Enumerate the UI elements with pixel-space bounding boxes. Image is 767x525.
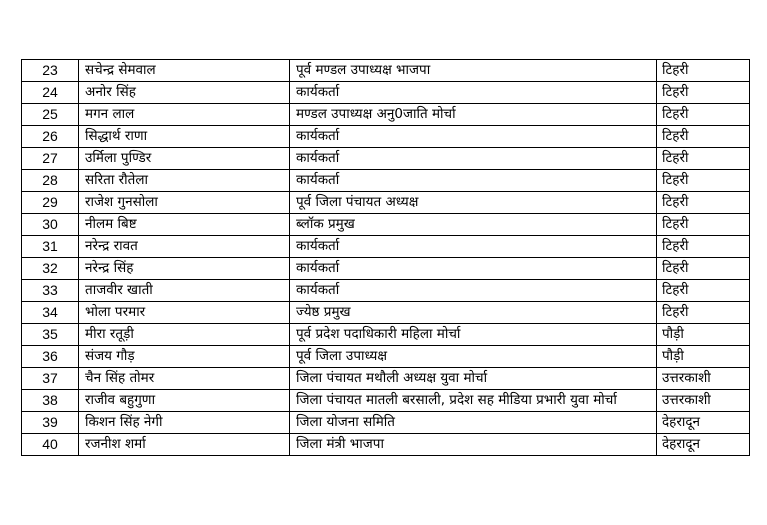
table-row [22, 192, 750, 214]
table-row [22, 60, 750, 82]
member-post: पूर्व प्रदेश पदाधिकारी महिला मोर्चा [290, 324, 657, 346]
member-post: पूर्व जिला उपाध्यक्ष [290, 346, 657, 368]
member-name: नीलम बिष्ट [79, 214, 290, 236]
member-post: जिला योजना समिति [290, 412, 657, 434]
member-name: मीरा रतूड़ी [79, 324, 290, 346]
row-number: 39 [22, 412, 79, 434]
member-district: टिहरी [657, 82, 750, 104]
row-number: 26 [22, 126, 79, 148]
member-post: कार्यकर्ता [290, 82, 657, 104]
member-district: टिहरी [657, 104, 750, 126]
member-post: कार्यकर्ता [290, 236, 657, 258]
table-row [22, 412, 750, 434]
member-district: टिहरी [657, 280, 750, 302]
table-row [22, 104, 750, 126]
member-name: नरेन्द्र सिंह [79, 258, 290, 280]
member-name: किशन सिंह नेगी [79, 412, 290, 434]
member-post: जिला मंत्री भाजपा [290, 434, 657, 456]
member-list-body [22, 60, 750, 456]
member-post: कार्यकर्ता [290, 280, 657, 302]
member-district: टिहरी [657, 170, 750, 192]
member-post: पूर्व मण्डल उपाध्यक्ष भाजपा [290, 60, 657, 82]
member-name: चैन सिंह तोमर [79, 368, 290, 390]
row-number: 34 [22, 302, 79, 324]
member-district: पौड़ी [657, 346, 750, 368]
member-post: मण्डल उपाध्यक्ष अनु0जाति मोर्चा [290, 104, 657, 126]
row-number: 32 [22, 258, 79, 280]
table-row [22, 170, 750, 192]
member-post: कार्यकर्ता [290, 170, 657, 192]
table-row [22, 346, 750, 368]
table-row [22, 126, 750, 148]
table-row [22, 236, 750, 258]
member-district: टिहरी [657, 214, 750, 236]
member-district: टिहरी [657, 192, 750, 214]
member-name: सिद्धार्थ राणा [79, 126, 290, 148]
member-post: ब्लॉक प्रमुख [290, 214, 657, 236]
member-name: सरिता रौतेला [79, 170, 290, 192]
row-number: 33 [22, 280, 79, 302]
member-district: पौड़ी [657, 324, 750, 346]
table-row [22, 390, 750, 412]
member-district: उत्तरकाशी [657, 368, 750, 390]
row-number: 37 [22, 368, 79, 390]
row-number: 31 [22, 236, 79, 258]
table-row [22, 258, 750, 280]
row-number: 25 [22, 104, 79, 126]
row-number: 27 [22, 148, 79, 170]
member-name: भोला परमार [79, 302, 290, 324]
member-district: उत्तरकाशी [657, 390, 750, 412]
member-name: नरेन्द्र रावत [79, 236, 290, 258]
table-row [22, 324, 750, 346]
member-name: सचेन्द्र सेमवाल [79, 60, 290, 82]
member-district: टिहरी [657, 302, 750, 324]
row-number: 35 [22, 324, 79, 346]
member-post: जिला पंचायत मथौली अध्यक्ष युवा मोर्चा [290, 368, 657, 390]
table-row [22, 82, 750, 104]
row-number: 30 [22, 214, 79, 236]
row-number: 23 [22, 60, 79, 82]
member-list-table [21, 59, 750, 456]
member-district: टिहरी [657, 258, 750, 280]
member-name: राजीव बहुगुणा [79, 390, 290, 412]
row-number: 38 [22, 390, 79, 412]
row-number: 36 [22, 346, 79, 368]
member-post: कार्यकर्ता [290, 148, 657, 170]
table-row [22, 280, 750, 302]
row-number: 29 [22, 192, 79, 214]
member-name: रजनीश शर्मा [79, 434, 290, 456]
member-district: देहरादून [657, 412, 750, 434]
member-district: टिहरी [657, 60, 750, 82]
member-district: टिहरी [657, 126, 750, 148]
member-post: ज्येष्ठ प्रमुख [290, 302, 657, 324]
table-row [22, 434, 750, 456]
member-post: जिला पंचायत मातली बरसाली, प्रदेश सह मीडिया प्रभारी युवा मोर्चा [290, 390, 657, 412]
table-row [22, 368, 750, 390]
member-district: टिहरी [657, 236, 750, 258]
row-number: 40 [22, 434, 79, 456]
member-district: टिहरी [657, 148, 750, 170]
member-post: कार्यकर्ता [290, 126, 657, 148]
table-row [22, 148, 750, 170]
member-name: राजेश गुनसोला [79, 192, 290, 214]
member-name: मगन लाल [79, 104, 290, 126]
member-name: ताजवीर खाती [79, 280, 290, 302]
member-district: देहरादून [657, 434, 750, 456]
table-row [22, 214, 750, 236]
member-name: संजय गौड़ [79, 346, 290, 368]
member-post: पूर्व जिला पंचायत अध्यक्ष [290, 192, 657, 214]
member-post: कार्यकर्ता [290, 258, 657, 280]
row-number: 28 [22, 170, 79, 192]
row-number: 24 [22, 82, 79, 104]
table-row [22, 302, 750, 324]
member-name: उर्मिला पुण्डिर [79, 148, 290, 170]
member-name: अनोर सिंह [79, 82, 290, 104]
